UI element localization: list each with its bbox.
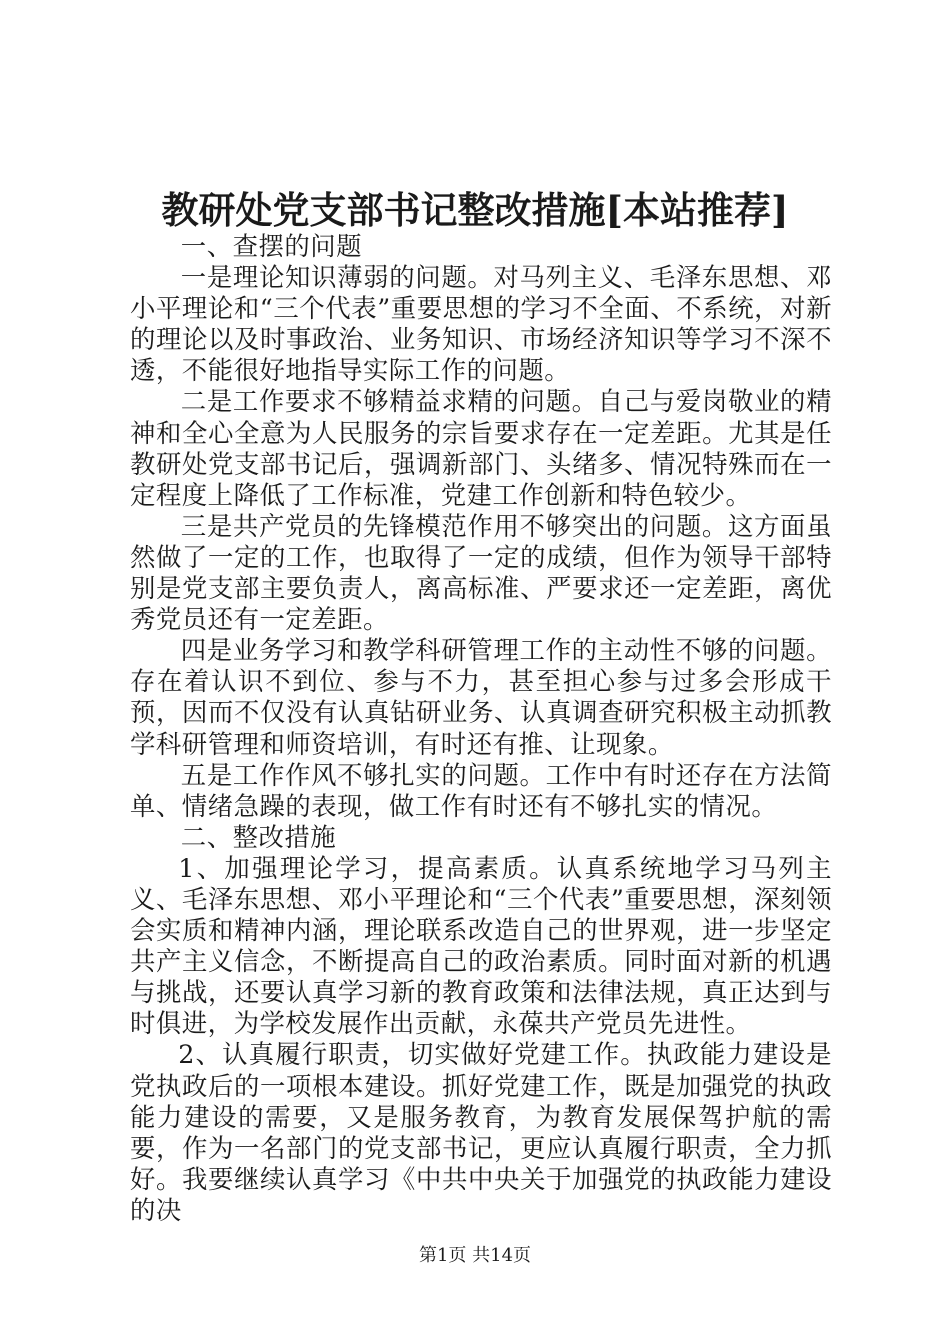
paragraph-problem-3: 三是共产党员的先锋模范作用不够突出的问题。这方面虽然做了一定的工作，也取得了一定的成绩，但作为领导干部特别是党支部主要负责人，离高标准、严要求还一定差距，离优秀党员还有一定差距。 (130, 510, 832, 635)
section-heading-measures: 二、整改措施 (180, 821, 337, 852)
section-heading-problems: 一、查摆的问题 (180, 231, 363, 261)
paragraph-problem-2: 二是工作要求不够精益求精的问题。自己与爱岗敬业的精神和全心全意为人民服务的宗旨要求存在一定差距。尤其是任教研处党支部书记后，强调新部门、头绪多、情况特殊而在一定程度上降低了工作标准，党建工作创新和特色较少。 (130, 386, 832, 510)
document-title: 教研处党支部书记整改措施[本站推荐] (161, 188, 789, 232)
page-number-footer: 第1页 共14页 (418, 1245, 532, 1266)
paragraph-problem-1: 一是理论知识薄弱的问题。对马列主义、毛泽东思想、邓小平理论和“三个代表”重要思想的学习不全面、不系统，对新的理论以及时事政治、业务知识、市场经济知识等学习不深不透，不能很好地指导实际工作的问题。 (130, 262, 832, 386)
paragraph-problem-4: 四是业务学习和教学科研管理工作的主动性不够的问题。存在着认识不到位、参与不力，甚至担心参与过多会形成干预，因而不仅没有认真钻研业务、认真调查研究积极主动抓教学科研管理和师资培训，有时还有推、让现象。 (130, 635, 832, 759)
document-body (130, 231, 832, 1226)
paragraph-measure-2: 2、认真履行职责，切实做好党建工作。执政能力建设是党执政后的一项根本建设。抓好党建工作，既是加强党的执政能力建设的需要，又是服务教育，为教育发展保驾护航的需要，作为一名部门的党支部书记，更应认真履行职责，全力抓好。我要继续认真学习《中共中央关于加强党的执政能力建设的决 (130, 1039, 832, 1225)
paragraph-measure-1: 1、加强理论学习，提高素质。认真系统地学习马列主义、毛泽东思想、邓小平理论和“三个代表”重要思想，深刻领会实质和精神内涵，理论联系改造自己的世界观，进一步坚定共产主义信念，不断提高自己的政治素质。同时面对新的机遇与挑战，还要认真学习新的教育政策和法律法规，真正达到与时俱进，为学校发展作出贡献，永葆共产党员先进性。 (130, 852, 832, 1039)
paragraph-problem-5: 五是工作作风不够扎实的问题。工作中有时还存在方法简单、情绪急躁的表现，做工作有时还有不够扎实的情况。 (130, 759, 832, 821)
